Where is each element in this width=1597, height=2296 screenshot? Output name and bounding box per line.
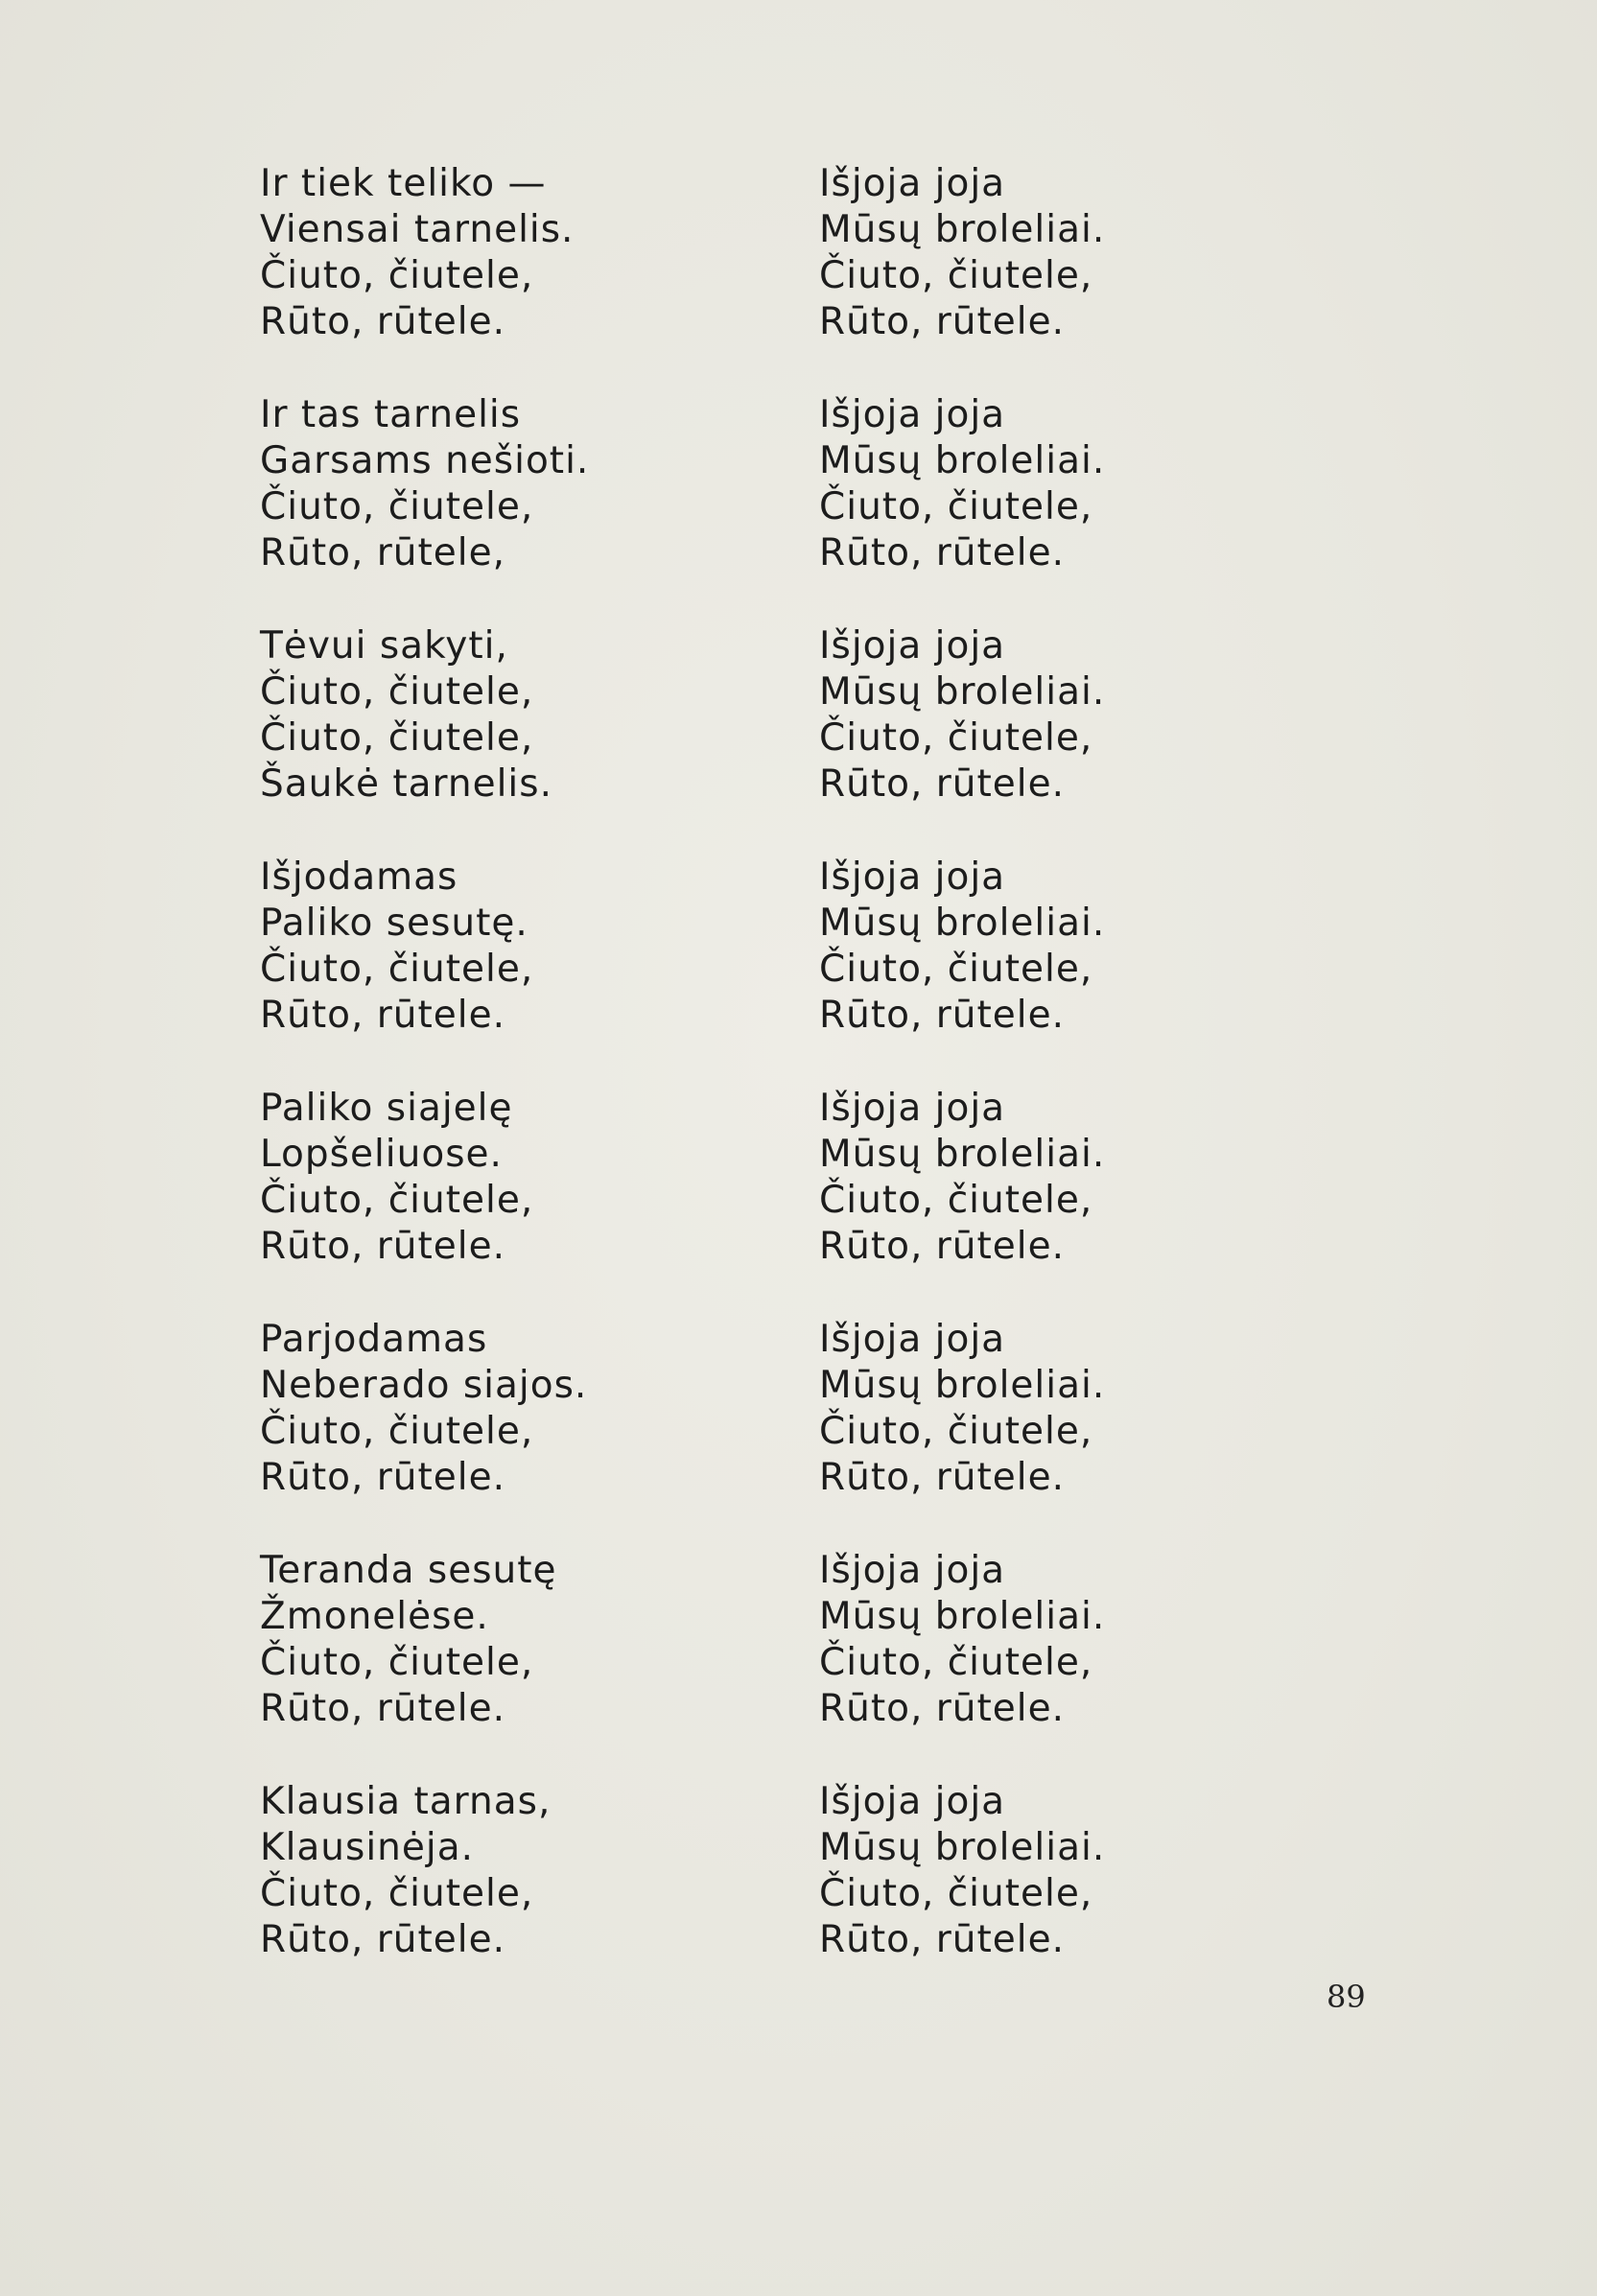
verse-line: Mūsų broleliai. (819, 1133, 1106, 1176)
verse-line: Rūto, rūtele. (819, 994, 1066, 1037)
verse-line: Rūto, rūtele. (260, 1918, 506, 1961)
verse-line: Čiuto, čiutele, (260, 254, 534, 297)
verse-line: Rūto, rūtele. (819, 300, 1066, 343)
verse-line: Klausia tarnas, (260, 1780, 552, 1823)
stanza (819, 1779, 1356, 1963)
verse-line: Paliko siajelę (260, 1087, 513, 1130)
stanza (819, 392, 1356, 576)
verse-line: Rūto, rūtele. (260, 1456, 506, 1499)
verse-line: Čiuto, čiutele, (260, 1872, 534, 1915)
verse-line: Žmonelėse. (260, 1595, 489, 1638)
verse-line: Čiuto, čiutele, (260, 1410, 534, 1453)
stanza (819, 161, 1356, 345)
verse-line: Išjoja joja (819, 393, 1006, 436)
stanza (819, 1548, 1356, 1732)
verse-line: Garsams nešioti. (260, 439, 590, 482)
stanza (260, 1779, 797, 1963)
verse-line: Rūto, rūtele. (819, 531, 1066, 574)
verse-line: Rūto, rūtele. (260, 1687, 506, 1730)
verse-line: Viensai tarnelis. (260, 208, 575, 251)
verse-line: Čiuto, čiutele, (260, 1641, 534, 1684)
stanza (260, 392, 797, 576)
stanza (260, 1548, 797, 1732)
verse-line: Čiuto, čiutele, (260, 485, 534, 528)
verse-line: Čiuto, čiutele, (260, 1179, 534, 1222)
verse-line: Ir tas tarnelis (260, 393, 522, 436)
verse-line: Tėvui sakyti, (260, 624, 508, 668)
verse-line: Išjoja joja (819, 1318, 1006, 1361)
verse-line: Išjoja joja (819, 1780, 1006, 1823)
verse-line: Ir tiek teliko — (260, 162, 547, 205)
stanza (819, 855, 1356, 1039)
stanza (260, 1317, 797, 1501)
verse-line: Čiuto, čiutele, (260, 948, 534, 991)
verse-line: Rūto, rūtele. (260, 300, 506, 343)
verse-line: Mūsų broleliai. (819, 1364, 1106, 1407)
verse-line: Čiuto, čiutele, (819, 485, 1093, 528)
verse-line: Išjoja joja (819, 1549, 1006, 1592)
stanza (260, 623, 797, 808)
verse-line: Rūto, rūtele. (819, 1225, 1066, 1268)
verse-line: Išjodamas (260, 855, 458, 899)
verse-line: Čiuto, čiutele, (260, 716, 534, 760)
verse-line: Rūto, rūtele. (260, 1225, 506, 1268)
verse-line: Rūto, rūtele, (260, 531, 506, 574)
verse-line: Mūsų broleliai. (819, 1595, 1106, 1638)
verse-line: Mūsų broleliai. (819, 439, 1106, 482)
verse-line: Klausinėja. (260, 1826, 475, 1869)
verse-line: Mūsų broleliai. (819, 1826, 1106, 1869)
stanza (260, 855, 797, 1039)
verse-line: Rūto, rūtele. (819, 1687, 1066, 1730)
stanza (819, 1086, 1356, 1270)
verse-line: Čiuto, čiutele, (819, 948, 1093, 991)
verse-line: Rūto, rūtele. (260, 994, 506, 1037)
verse-line: Šaukė tarnelis. (260, 762, 552, 806)
verse-line: Mūsų broleliai. (819, 208, 1106, 251)
stanza (260, 161, 797, 345)
verse-line: Mūsų broleliai. (819, 670, 1106, 714)
verse-line: Čiuto, čiutele, (819, 716, 1093, 760)
stanza (819, 623, 1356, 808)
stanza (819, 1317, 1356, 1501)
verse-line: Čiuto, čiutele, (819, 1410, 1093, 1453)
verse-line: Išjoja joja (819, 624, 1006, 668)
verse-line: Paliko sesutę. (260, 902, 528, 945)
verse-line: Čiuto, čiutele, (819, 1179, 1093, 1222)
verse-line: Čiuto, čiutele, (819, 1872, 1093, 1915)
verse-line: Rūto, rūtele. (819, 762, 1066, 806)
verse-line: Išjoja joja (819, 1087, 1006, 1130)
verse-line: Lopšeliuose. (260, 1133, 503, 1176)
verse-line: Rūto, rūtele. (819, 1918, 1066, 1961)
verse-line: Neberado siajos. (260, 1364, 588, 1407)
verse-line: Čiuto, čiutele, (260, 670, 534, 714)
verse-line: Išjoja joja (819, 162, 1006, 205)
verse-line: Parjodamas (260, 1318, 488, 1361)
verse-line: Čiuto, čiutele, (819, 1641, 1093, 1684)
verse-line: Mūsų broleliai. (819, 902, 1106, 945)
page-number: 89 (1327, 1979, 1366, 2015)
stanza (260, 1086, 797, 1270)
verse-line: Teranda sesutę (260, 1549, 557, 1592)
verse-line: Čiuto, čiutele, (819, 254, 1093, 297)
verse-line: Išjoja joja (819, 855, 1006, 899)
verse-line: Rūto, rūtele. (819, 1456, 1066, 1499)
